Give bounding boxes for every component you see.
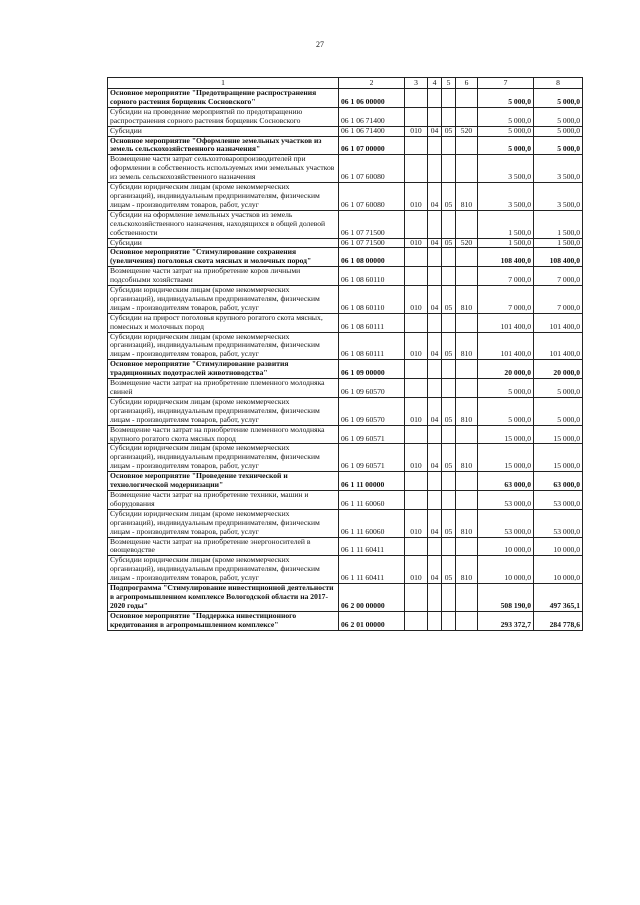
expense-type-cell bbox=[456, 379, 478, 398]
table-row bbox=[108, 126, 583, 136]
amount-year-2-cell: 5 000,0 bbox=[534, 136, 583, 155]
table-row bbox=[108, 611, 583, 630]
amount-year-1-cell: 15 000,0 bbox=[478, 425, 534, 444]
ministry-code-cell: 010 bbox=[405, 183, 428, 211]
item-name-cell: Основное мероприятие "Оформление земельных участков из земель сельскохозяйственного назначения" bbox=[108, 136, 339, 155]
ministry-code-cell bbox=[405, 537, 428, 556]
section-code-cell: 04 bbox=[428, 126, 442, 136]
ministry-code-cell: 010 bbox=[405, 238, 428, 248]
ministry-code-cell bbox=[405, 248, 428, 267]
section-code-cell bbox=[428, 267, 442, 286]
classification-code-cell: 06 1 09 60570 bbox=[339, 397, 405, 425]
classification-code-cell: 06 1 08 60111 bbox=[339, 313, 405, 332]
section-code-cell bbox=[428, 425, 442, 444]
section-code-cell bbox=[428, 313, 442, 332]
amount-year-2-cell: 5 000,0 bbox=[534, 379, 583, 398]
amount-year-1-cell: 3 500,0 bbox=[478, 155, 534, 183]
classification-code-cell: 06 1 11 60060 bbox=[339, 509, 405, 537]
subsection-code-cell bbox=[442, 490, 456, 509]
amount-year-2-cell: 7 000,0 bbox=[534, 286, 583, 314]
header-cell: 4 bbox=[428, 78, 442, 89]
amount-year-1-cell: 293 372,7 bbox=[478, 611, 534, 630]
table-row bbox=[108, 584, 583, 612]
subsection-code-cell: 05 bbox=[442, 397, 456, 425]
amount-year-1-cell: 7 000,0 bbox=[478, 267, 534, 286]
subsection-code-cell bbox=[442, 360, 456, 379]
amount-year-2-cell: 3 500,0 bbox=[534, 183, 583, 211]
amount-year-2-cell: 1 500,0 bbox=[534, 210, 583, 238]
subsection-code-cell: 05 bbox=[442, 183, 456, 211]
classification-code-cell: 06 1 07 71500 bbox=[339, 210, 405, 238]
ministry-code-cell bbox=[405, 210, 428, 238]
subsection-code-cell bbox=[442, 472, 456, 491]
amount-year-2-cell: 3 500,0 bbox=[534, 155, 583, 183]
amount-year-1-cell: 508 190,0 bbox=[478, 584, 534, 612]
table-row bbox=[108, 248, 583, 267]
ministry-code-cell: 010 bbox=[405, 397, 428, 425]
amount-year-1-cell: 5 000,0 bbox=[478, 89, 534, 108]
expense-type-cell: 810 bbox=[456, 556, 478, 584]
amount-year-1-cell: 10 000,0 bbox=[478, 537, 534, 556]
item-name-cell: Субсидии юридическим лицам (кроме некоммерческих организаций), индивидуальным предпринимателям, физическим лицам - производителям товаров, работ, услуг bbox=[108, 556, 339, 584]
subsection-code-cell bbox=[442, 89, 456, 108]
header-cell: 2 bbox=[339, 78, 405, 89]
header-cell: 1 bbox=[108, 78, 339, 89]
classification-code-cell: 06 1 06 00000 bbox=[339, 89, 405, 108]
section-code-cell bbox=[428, 155, 442, 183]
expense-type-cell bbox=[456, 611, 478, 630]
section-code-cell: 04 bbox=[428, 444, 442, 472]
ministry-code-cell bbox=[405, 313, 428, 332]
classification-code-cell: 06 1 08 60110 bbox=[339, 267, 405, 286]
amount-year-2-cell: 10 000,0 bbox=[534, 556, 583, 584]
subsection-code-cell bbox=[442, 584, 456, 612]
expense-type-cell: 810 bbox=[456, 286, 478, 314]
item-name-cell: Субсидии юридическим лицам (кроме некоммерческих организаций), индивидуальным предпринимателям, физическим лицам - производителям товаров, работ, услуг bbox=[108, 444, 339, 472]
amount-year-1-cell: 5 000,0 bbox=[478, 136, 534, 155]
expense-type-cell bbox=[456, 425, 478, 444]
amount-year-1-cell: 15 000,0 bbox=[478, 444, 534, 472]
section-code-cell bbox=[428, 136, 442, 155]
section-code-cell: 04 bbox=[428, 509, 442, 537]
ministry-code-cell: 010 bbox=[405, 126, 428, 136]
section-code-cell bbox=[428, 611, 442, 630]
budget-table bbox=[107, 77, 583, 631]
ministry-code-cell bbox=[405, 107, 428, 126]
section-code-cell bbox=[428, 210, 442, 238]
classification-code-cell: 06 1 08 60110 bbox=[339, 286, 405, 314]
amount-year-1-cell: 1 500,0 bbox=[478, 210, 534, 238]
section-code-cell bbox=[428, 584, 442, 612]
section-code-cell: 04 bbox=[428, 286, 442, 314]
table-row bbox=[108, 379, 583, 398]
subsection-code-cell bbox=[442, 611, 456, 630]
section-code-cell: 04 bbox=[428, 397, 442, 425]
item-name-cell: Возмещение части затрат на приобретение техники, машин и оборудования bbox=[108, 490, 339, 509]
item-name-cell: Основное мероприятие "Стимулирование сохранения (увеличения) поголовья скота мясных и молочных пород" bbox=[108, 248, 339, 267]
amount-year-1-cell: 5 000,0 bbox=[478, 107, 534, 126]
expense-type-cell bbox=[456, 210, 478, 238]
subsection-code-cell: 05 bbox=[442, 332, 456, 360]
amount-year-2-cell: 5 000,0 bbox=[534, 89, 583, 108]
table-row bbox=[108, 332, 583, 360]
expense-type-cell: 810 bbox=[456, 444, 478, 472]
item-name-cell: Субсидии юридическим лицам (кроме некоммерческих организаций), индивидуальным предпринимателям, физическим лицам - производителям товаров, работ, услуг bbox=[108, 397, 339, 425]
section-code-cell: 04 bbox=[428, 183, 442, 211]
ministry-code-cell: 010 bbox=[405, 509, 428, 537]
expense-type-cell bbox=[456, 248, 478, 267]
expense-type-cell bbox=[456, 313, 478, 332]
amount-year-1-cell: 7 000,0 bbox=[478, 286, 534, 314]
ministry-code-cell bbox=[405, 360, 428, 379]
classification-code-cell: 06 1 07 60080 bbox=[339, 155, 405, 183]
item-name-cell: Возмещение части затрат на приобретение коров личными подсобными хозяйствами bbox=[108, 267, 339, 286]
subsection-code-cell: 05 bbox=[442, 286, 456, 314]
amount-year-2-cell: 20 000,0 bbox=[534, 360, 583, 379]
section-code-cell: 04 bbox=[428, 238, 442, 248]
item-name-cell: Субсидии юридическим лицам (кроме некоммерческих организаций), индивидуальным предпринимателям, физическим лицам - производителям товаров, работ, услуг bbox=[108, 332, 339, 360]
classification-code-cell: 06 1 09 60570 bbox=[339, 379, 405, 398]
table-row bbox=[108, 107, 583, 126]
classification-code-cell: 06 1 06 71400 bbox=[339, 126, 405, 136]
item-name-cell: Субсидии на проведение мероприятий по предотвращению распространения сорного растения борщевик Сосновского bbox=[108, 107, 339, 126]
section-code-cell bbox=[428, 107, 442, 126]
subsection-code-cell bbox=[442, 107, 456, 126]
ministry-code-cell bbox=[405, 267, 428, 286]
header-cell: 6 bbox=[456, 78, 478, 89]
header-cell: 8 bbox=[534, 78, 583, 89]
amount-year-1-cell: 108 400,0 bbox=[478, 248, 534, 267]
classification-code-cell: 06 1 11 60411 bbox=[339, 537, 405, 556]
expense-type-cell bbox=[456, 360, 478, 379]
classification-code-cell: 06 1 06 71400 bbox=[339, 107, 405, 126]
amount-year-1-cell: 3 500,0 bbox=[478, 183, 534, 211]
ministry-code-cell: 010 bbox=[405, 556, 428, 584]
classification-code-cell: 06 2 01 00000 bbox=[339, 611, 405, 630]
subsection-code-cell bbox=[442, 210, 456, 238]
section-code-cell bbox=[428, 379, 442, 398]
amount-year-2-cell: 63 000,0 bbox=[534, 472, 583, 491]
section-code-cell bbox=[428, 360, 442, 379]
classification-code-cell: 06 1 07 00000 bbox=[339, 136, 405, 155]
item-name-cell: Основное мероприятие "Предотвращение распространения сорного растения борщевик Сосновского" bbox=[108, 89, 339, 108]
table-row bbox=[108, 425, 583, 444]
ministry-code-cell bbox=[405, 490, 428, 509]
table-row bbox=[108, 183, 583, 211]
subsection-code-cell: 05 bbox=[442, 126, 456, 136]
subsection-code-cell: 05 bbox=[442, 444, 456, 472]
amount-year-1-cell: 63 000,0 bbox=[478, 472, 534, 491]
section-code-cell bbox=[428, 490, 442, 509]
classification-code-cell: 06 2 00 00000 bbox=[339, 584, 405, 612]
expense-type-cell: 810 bbox=[456, 183, 478, 211]
section-code-cell bbox=[428, 537, 442, 556]
ministry-code-cell: 010 bbox=[405, 332, 428, 360]
expense-type-cell bbox=[456, 89, 478, 108]
item-name-cell: Субсидии на оформление земельных участков из земель сельскохозяйственного назначения, находящихся в общей долевой собственности bbox=[108, 210, 339, 238]
classification-code-cell: 06 1 07 71500 bbox=[339, 238, 405, 248]
table-row bbox=[108, 89, 583, 108]
amount-year-2-cell: 284 778,6 bbox=[534, 611, 583, 630]
amount-year-2-cell: 497 365,1 bbox=[534, 584, 583, 612]
ministry-code-cell bbox=[405, 89, 428, 108]
subsection-code-cell: 05 bbox=[442, 556, 456, 584]
item-name-cell: Подпрограмма "Стимулирование инвестиционной деятельности в агропромышленном комплексе Вологодской области на 2017-2020 годы" bbox=[108, 584, 339, 612]
expense-type-cell: 810 bbox=[456, 397, 478, 425]
subsection-code-cell bbox=[442, 425, 456, 444]
amount-year-2-cell: 10 000,0 bbox=[534, 537, 583, 556]
table-row bbox=[108, 537, 583, 556]
amount-year-1-cell: 5 000,0 bbox=[478, 397, 534, 425]
table-row bbox=[108, 472, 583, 491]
classification-code-cell: 06 1 07 60080 bbox=[339, 183, 405, 211]
classification-code-cell: 06 1 11 60060 bbox=[339, 490, 405, 509]
expense-type-cell bbox=[456, 472, 478, 491]
amount-year-2-cell: 15 000,0 bbox=[534, 425, 583, 444]
classification-code-cell: 06 1 11 60411 bbox=[339, 556, 405, 584]
classification-code-cell: 06 1 09 00000 bbox=[339, 360, 405, 379]
amount-year-1-cell: 101 400,0 bbox=[478, 332, 534, 360]
amount-year-1-cell: 5 000,0 bbox=[478, 126, 534, 136]
classification-code-cell: 06 1 08 00000 bbox=[339, 248, 405, 267]
ministry-code-cell bbox=[405, 136, 428, 155]
section-code-cell bbox=[428, 89, 442, 108]
subsection-code-cell: 05 bbox=[442, 238, 456, 248]
expense-type-cell bbox=[456, 136, 478, 155]
table-row bbox=[108, 136, 583, 155]
amount-year-2-cell: 108 400,0 bbox=[534, 248, 583, 267]
section-code-cell bbox=[428, 248, 442, 267]
ministry-code-cell bbox=[405, 584, 428, 612]
ministry-code-cell: 010 bbox=[405, 286, 428, 314]
table-row bbox=[108, 509, 583, 537]
page-number: 27 bbox=[316, 40, 324, 49]
header-cell: 7 bbox=[478, 78, 534, 89]
expense-type-cell: 520 bbox=[456, 126, 478, 136]
amount-year-1-cell: 10 000,0 bbox=[478, 556, 534, 584]
expense-type-cell bbox=[456, 267, 478, 286]
table-row bbox=[108, 397, 583, 425]
expense-type-cell bbox=[456, 155, 478, 183]
subsection-code-cell: 05 bbox=[442, 509, 456, 537]
subsection-code-cell bbox=[442, 379, 456, 398]
table-row bbox=[108, 360, 583, 379]
amount-year-2-cell: 5 000,0 bbox=[534, 107, 583, 126]
item-name-cell: Возмещение части затрат на приобретение энергоносителей в овощеводстве bbox=[108, 537, 339, 556]
item-name-cell: Субсидии юридическим лицам (кроме некоммерческих организаций), индивидуальным предпринимателям, физическим лицам - производителям товаров, работ, услуг bbox=[108, 183, 339, 211]
section-code-cell bbox=[428, 472, 442, 491]
table-row bbox=[108, 444, 583, 472]
classification-code-cell: 06 1 09 60571 bbox=[339, 425, 405, 444]
amount-year-1-cell: 20 000,0 bbox=[478, 360, 534, 379]
amount-year-1-cell: 53 000,0 bbox=[478, 509, 534, 537]
ministry-code-cell bbox=[405, 472, 428, 491]
amount-year-2-cell: 5 000,0 bbox=[534, 126, 583, 136]
subsection-code-cell bbox=[442, 136, 456, 155]
amount-year-2-cell: 7 000,0 bbox=[534, 267, 583, 286]
subsection-code-cell bbox=[442, 248, 456, 267]
expense-type-cell bbox=[456, 490, 478, 509]
subsection-code-cell bbox=[442, 267, 456, 286]
header-cell: 5 bbox=[442, 78, 456, 89]
amount-year-2-cell: 15 000,0 bbox=[534, 444, 583, 472]
item-name-cell: Субсидии юридическим лицам (кроме некоммерческих организаций), индивидуальным предпринимателям, физическим лицам - производителям товаров, работ, услуг bbox=[108, 286, 339, 314]
ministry-code-cell bbox=[405, 611, 428, 630]
amount-year-1-cell: 1 500,0 bbox=[478, 238, 534, 248]
item-name-cell: Возмещение части затрат на приобретение племенного молодняка свиней bbox=[108, 379, 339, 398]
expense-type-cell bbox=[456, 537, 478, 556]
expense-type-cell: 520 bbox=[456, 238, 478, 248]
section-code-cell: 04 bbox=[428, 556, 442, 584]
table-row bbox=[108, 155, 583, 183]
ministry-code-cell: 010 bbox=[405, 444, 428, 472]
expense-type-cell bbox=[456, 107, 478, 126]
item-name-cell: Субсидии юридическим лицам (кроме некоммерческих организаций), индивидуальным предпринимателям, физическим лицам - производителям товаров, работ, услуг bbox=[108, 509, 339, 537]
item-name-cell: Основное мероприятие "Стимулирование развития традиционных подотраслей животноводства" bbox=[108, 360, 339, 379]
header-row bbox=[108, 78, 583, 89]
subsection-code-cell bbox=[442, 537, 456, 556]
item-name-cell: Основное мероприятие "Проведение технической и технологической модернизации" bbox=[108, 472, 339, 491]
expense-type-cell: 810 bbox=[456, 509, 478, 537]
ministry-code-cell bbox=[405, 155, 428, 183]
header-cell: 3 bbox=[405, 78, 428, 89]
ministry-code-cell bbox=[405, 425, 428, 444]
amount-year-2-cell: 53 000,0 bbox=[534, 490, 583, 509]
table-row bbox=[108, 210, 583, 238]
classification-code-cell: 06 1 11 00000 bbox=[339, 472, 405, 491]
amount-year-1-cell: 5 000,0 bbox=[478, 379, 534, 398]
subsection-code-cell bbox=[442, 313, 456, 332]
classification-code-cell: 06 1 09 60571 bbox=[339, 444, 405, 472]
subsection-code-cell bbox=[442, 155, 456, 183]
amount-year-2-cell: 101 400,0 bbox=[534, 313, 583, 332]
amount-year-2-cell: 53 000,0 bbox=[534, 509, 583, 537]
item-name-cell: Возмещение части затрат сельхозтоваропроизводителей при оформлении в собственность используемых ими земельных участков из земель сельскохозяйственного назначения bbox=[108, 155, 339, 183]
amount-year-1-cell: 53 000,0 bbox=[478, 490, 534, 509]
table-row bbox=[108, 267, 583, 286]
amount-year-1-cell: 101 400,0 bbox=[478, 313, 534, 332]
item-name-cell: Субсидии bbox=[108, 126, 339, 136]
table-row bbox=[108, 313, 583, 332]
table-row bbox=[108, 490, 583, 509]
amount-year-2-cell: 1 500,0 bbox=[534, 238, 583, 248]
item-name-cell: Субсидии на прирост поголовья крупного рогатого скота мясных, помесных и молочных пород bbox=[108, 313, 339, 332]
table-row bbox=[108, 238, 583, 248]
item-name-cell: Основное мероприятие "Поддержка инвестиционного кредитования в агропромышленном комплексе" bbox=[108, 611, 339, 630]
item-name-cell: Возмещение части затрат на приобретение племенного молодняка крупного рогатого скота мясных пород bbox=[108, 425, 339, 444]
classification-code-cell: 06 1 08 60111 bbox=[339, 332, 405, 360]
amount-year-2-cell: 101 400,0 bbox=[534, 332, 583, 360]
amount-year-2-cell: 5 000,0 bbox=[534, 397, 583, 425]
ministry-code-cell bbox=[405, 379, 428, 398]
section-code-cell: 04 bbox=[428, 332, 442, 360]
table-row bbox=[108, 556, 583, 584]
expense-type-cell bbox=[456, 584, 478, 612]
table-row bbox=[108, 286, 583, 314]
item-name-cell: Субсидии bbox=[108, 238, 339, 248]
expense-type-cell: 810 bbox=[456, 332, 478, 360]
